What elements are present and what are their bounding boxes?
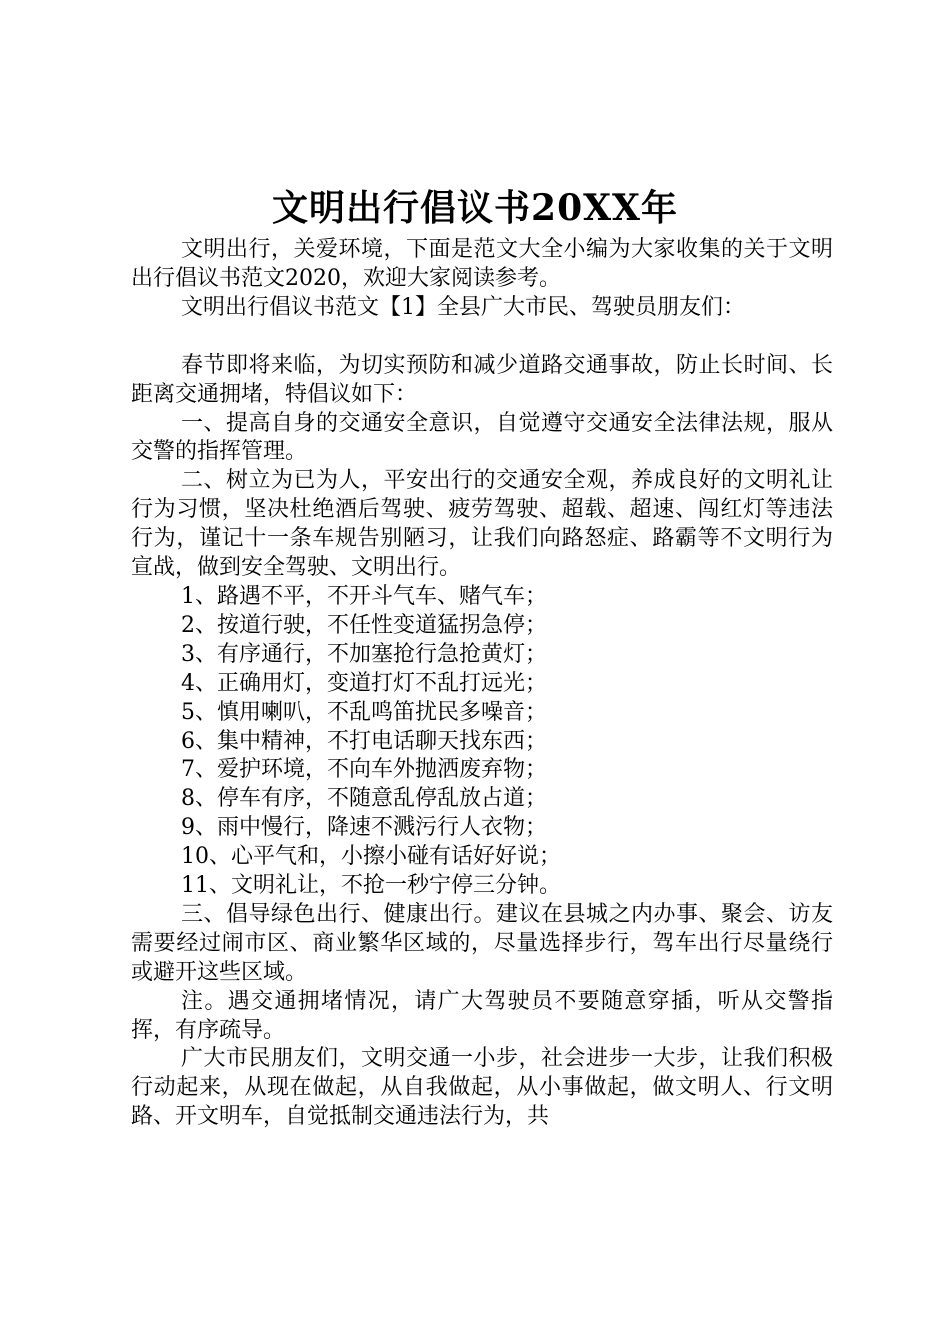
point-three-paragraph: 三、倡导绿色出行、健康出行。建议在县城之内办事、聚会、访友需要经过闹市区、商业繁华区域的，尽量选择步行，驾车出行尽量绕行或避开这些区域。 bbox=[131, 901, 833, 985]
list-item: 5、慎用喇叭，不乱鸣笛扰民多噪音； bbox=[181, 699, 547, 725]
list-item: 2、按道行驶，不任性变道猛拐急停； bbox=[181, 612, 547, 638]
blank-line bbox=[131, 323, 833, 352]
list-item: 11、文明礼让，不抢一秒宁停三分钟。 bbox=[181, 873, 561, 899]
list-item: 8、停车有序，不随意乱停乱放占道； bbox=[181, 786, 547, 812]
point-two-paragraph: 二、树立为已为人，平安出行的交通安全观，养成良好的文明礼让行为习惯，坚决杜绝酒后驾驶、疲劳驾驶、超载、超速、闯红灯等违法行为，谨记十一条车规告别陋习，让我们向路怒症、路霸等不文明行为宣战，做到安全驾驶、文明出行。 bbox=[131, 468, 833, 581]
point-one-paragraph: 一、提高自身的交通安全意识，自觉遵守交通安全法律法规，服从交警的指挥管理。 bbox=[131, 410, 833, 465]
list-item: 3、有序通行，不加塞抢行急抢黄灯； bbox=[181, 641, 547, 667]
intro-paragraph: 文明出行，关爱环境，下面是范文大全小编为大家收集的关于文明出行倡议书范文2020，欢迎大家阅读参考。 bbox=[131, 237, 833, 291]
spring-paragraph: 春节即将来临，为切实预防和减少道路交通事故，防止长时间、长距离交通拥堵，特倡议如下： bbox=[131, 352, 833, 407]
list-item: 10、心平气和，小擦小碰有话好好说； bbox=[181, 844, 561, 870]
closing-paragraph: 广大市民朋友们，文明交通一小步，社会进步一大步，让我们积极行动起来，从现在做起，从自我做起，从小事做起，做文明人、行文明路、开文明车，自觉抵制交通违法行为，共 bbox=[131, 1046, 833, 1130]
list-item: 6、集中精神，不打电话聊天找东西； bbox=[181, 728, 547, 754]
rules-list bbox=[131, 583, 833, 901]
document-title: 文明出行倡议书20XX年 bbox=[272, 187, 678, 229]
section-heading: 文明出行倡议书范文【1】全县广大市民、驾驶员朋友们： bbox=[181, 294, 745, 320]
document-body bbox=[131, 236, 833, 1132]
list-item: 4、正确用灯，变道打灯不乱打远光； bbox=[181, 670, 547, 696]
list-item: 7、爱护环境，不向车外抛洒废弃物； bbox=[181, 757, 547, 783]
note-paragraph: 注。遇交通拥堵情况，请广大驾驶员不要随意穿插，听从交警指挥，有序疏导。 bbox=[131, 988, 833, 1043]
list-item: 1、路遇不平，不开斗气车、赌气车； bbox=[181, 583, 547, 609]
list-item: 9、雨中慢行，降速不溅污行人衣物； bbox=[181, 815, 547, 841]
